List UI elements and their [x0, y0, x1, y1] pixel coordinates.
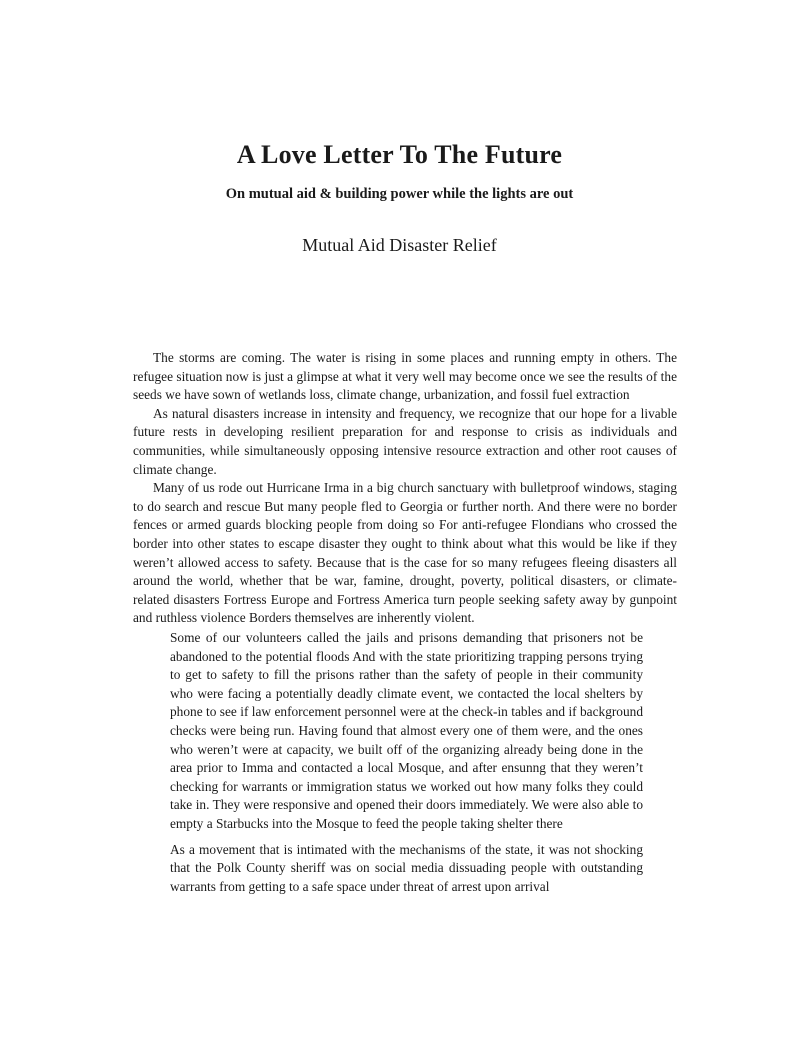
- body-paragraph: As natural disasters increase in intensity and frequency, we recognize that our hope for a livable future rests in developing resilient preparation for and response to crisis as individuals and communities, while simultaneously opposing intensive resource extraction and other root causes of climate change.: [133, 405, 677, 477]
- body-text: [133, 349, 677, 628]
- quote-paragraph: Some of our volunteers called the jails and prisons demanding that prisoners not be abandoned to the potential floods And with the state prioritizing trapping persons trying to get to safety to fill the prisons rather than the safety of people in their community who were facing a potentially deadly climate event, we contacted the local shelters by phone to see if law enforcement personnel were at the check-in tables and if background checks were being run. Having found that almost every one of them were, and the ones who weren’t were at capacity, we built off of the organizing already being done in the area prior to Imma and contacted a local Mosque, and after ensunng that they weren’t checking for warrants or immigration status we worked out how many folks they could take in. They were responsive and opened their doors immediately. We were also able to empty a Starbucks into the Mosque to feed the people taking shelter there: [170, 630, 643, 831]
- document-author: Mutual Aid Disaster Relief: [302, 235, 497, 255]
- document-title: A Love Letter To The Future: [236, 140, 563, 169]
- document-subtitle: On mutual aid & building power while the lights are out: [225, 186, 574, 202]
- body-paragraph: The storms are coming. The water is rising in some places and running empty in others. The refugee situation now is just a glimpse at what it very well may become once we see the results of the seeds we have sown of wetlands loss, climate change, urbanization, and fossil fuel extraction: [133, 350, 677, 403]
- body-paragraph: Many of us rode out Hurricane Irma in a big church sanctuary with bulletproof windows, staging to do search and rescue But many people fled to Georgia or further north. And there were no border fences or armed guards blocking people from doing so For anti-refugee Flondians who crossed the border into other states to escape disaster they ought to think about what this would be like if they weren’t allowed access to safety. Because that is the case for so many refugees fleeing disasters all around the world, whether that be war, famine, drought, poverty, political disasters, or climate- related disasters Fortress Europe and Fortress America turn people seeking safety away by gunpoint and ruthless violence Borders themselves are inherently violent.: [133, 480, 677, 626]
- block-quote: [170, 629, 643, 903]
- quote-paragraph: As a movement that is intimated with the mechanisms of the state, it was not shocking that the Polk County sheriff was on social media dissuading people with outstanding warrants from getting to a safe space under threat of arrest upon arrival: [170, 841, 643, 894]
